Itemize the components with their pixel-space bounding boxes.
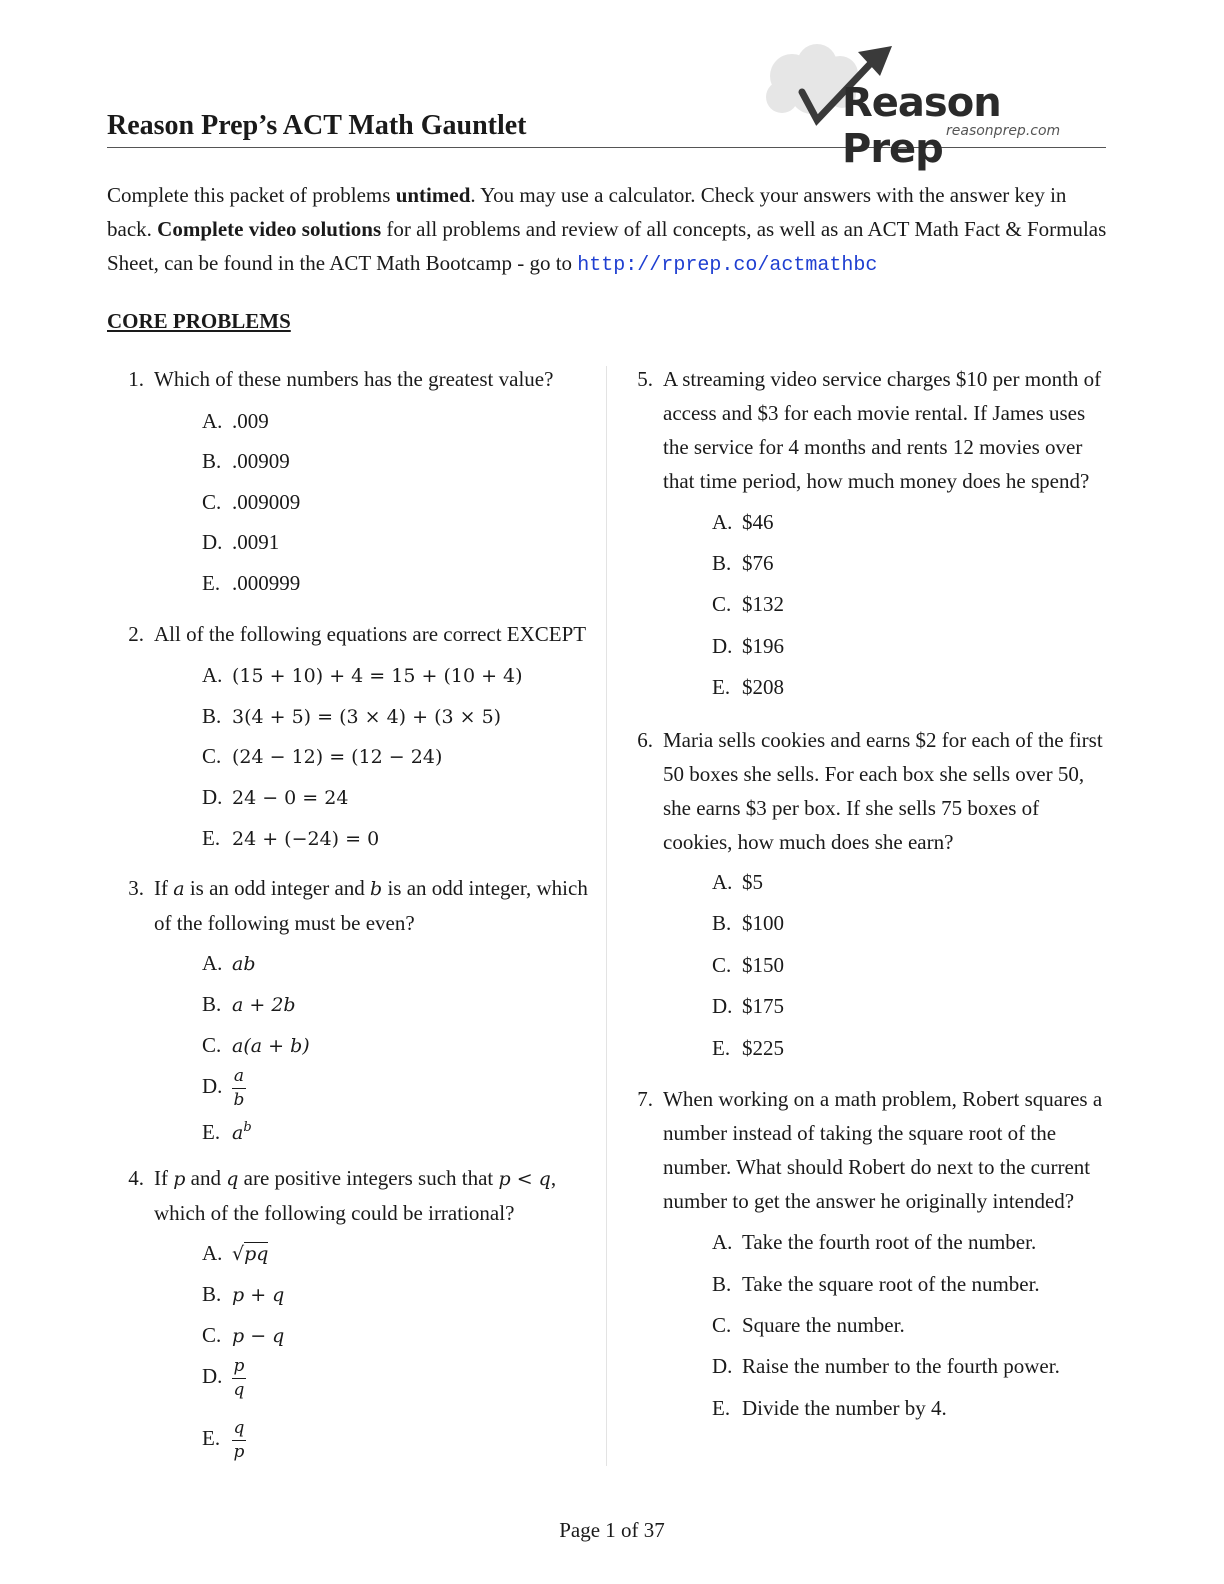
choice-q1-d[interactable]	[202, 527, 279, 557]
variable-p: p	[173, 1168, 186, 1190]
fraction-denominator: b	[233, 1089, 245, 1110]
choice-math: 24 + (−24) = 0	[232, 828, 380, 850]
question-stem: Which of these numbers has the greatest value?	[154, 367, 554, 391]
column-divider	[606, 366, 607, 1466]
choice-letter: E.	[712, 1036, 731, 1060]
choice-letter: B.	[202, 1282, 222, 1306]
choice-q1-a[interactable]	[202, 406, 269, 436]
question-stem	[663, 362, 1101, 498]
choice-q7-b[interactable]	[712, 1269, 1040, 1299]
stem-text: If	[154, 876, 174, 900]
stem-line: access and $3 for each movie rental. If James uses	[663, 401, 1086, 425]
choice-q6-a[interactable]	[712, 867, 763, 897]
choice-letter: C.	[712, 592, 732, 616]
choice-letter: D.	[202, 1074, 223, 1098]
stem-line: cookies, how much does she earn?	[663, 830, 954, 854]
choice-q5-a[interactable]	[712, 507, 774, 537]
choice-letter: A.	[202, 663, 223, 687]
choice-letter: B.	[202, 992, 222, 1016]
stem-text: and	[185, 1166, 227, 1190]
choice-letter: B.	[712, 1272, 732, 1296]
choice-text: $196	[742, 634, 784, 658]
choice-letter: D.	[712, 634, 733, 658]
question-number: 5.	[637, 367, 653, 391]
stem-text: is an odd integer and	[184, 876, 371, 900]
stem-text: which of the following could be irrational?	[154, 1201, 515, 1225]
choice-q1-e[interactable]	[202, 568, 300, 598]
choice-letter: E.	[712, 1396, 731, 1420]
choice-letter: E.	[202, 1120, 221, 1144]
inequality: p < q	[498, 1168, 551, 1190]
choice-q2-c[interactable]	[202, 741, 442, 771]
stem-line: When working on a math problem, Robert squares a	[663, 1087, 1103, 1111]
section-title: CORE PROBLEMS	[107, 309, 291, 333]
choice-q5-d[interactable]	[712, 631, 784, 661]
stem-line: number to get the answer he originally intended?	[663, 1189, 1075, 1213]
choice-math: a + 2b	[232, 994, 296, 1016]
choice-q4-d[interactable]	[202, 1352, 246, 1400]
stem-line: Maria sells cookies and earns $2 for each of the first	[663, 728, 1103, 752]
intro-bold-video-solutions: Complete video solutions	[157, 217, 382, 241]
choice-q2-d[interactable]	[202, 782, 348, 812]
question-stem	[663, 1082, 1102, 1218]
choice-math: p − q	[232, 1325, 285, 1347]
reason-prep-logo	[762, 42, 1106, 172]
choice-letter: B.	[712, 911, 732, 935]
choice-math: a(a + b)	[232, 1035, 310, 1057]
choice-q3-c[interactable]	[202, 1030, 310, 1060]
fraction-bar	[232, 1440, 246, 1441]
intro-text: . You may use a calculator. Check your answers with the answer key in back.	[107, 183, 1067, 241]
intro-bold-untimed: untimed	[395, 183, 471, 207]
fraction-bar	[232, 1088, 246, 1089]
choice-text: $5	[742, 870, 763, 894]
stem-line: the service for 4 months and rents 12 movies over	[663, 435, 1083, 459]
choice-text: Raise the number to the fourth power.	[742, 1354, 1060, 1378]
intro-text: for all problems and review of all concepts, as well as an ACT Math Fact & Formulas Sheet, can be found in the ACT Math Bootcamp - go to	[107, 217, 1107, 275]
stem-text: is an odd integer, which	[382, 876, 588, 900]
choice-letter: A.	[712, 1230, 733, 1254]
question-number: 4.	[128, 1166, 144, 1190]
choice-q4-c[interactable]	[202, 1320, 284, 1350]
fraction-bar	[232, 1378, 246, 1379]
choice-q4-e[interactable]	[202, 1414, 246, 1462]
choice-math: pq	[244, 1243, 269, 1265]
choice-text: $132	[742, 592, 784, 616]
question-number: 1.	[128, 367, 144, 391]
page-title: Reason Prep’s ACT Math Gauntlet	[107, 110, 527, 141]
choice-q5-b[interactable]	[712, 548, 774, 578]
choice-q1-c[interactable]	[202, 487, 300, 517]
choice-q5-e[interactable]	[712, 672, 784, 702]
choice-letter: C.	[202, 744, 222, 768]
choice-q1-b[interactable]	[202, 446, 290, 476]
variable-b: b	[370, 878, 383, 900]
stem-text: If	[154, 1166, 174, 1190]
fraction-numerator: p	[233, 1355, 245, 1376]
choice-text: $46	[742, 510, 774, 534]
fraction	[232, 1357, 246, 1400]
choice-math: ab	[232, 953, 256, 975]
intro-paragraph	[107, 178, 1107, 283]
stem-line: A streaming video service charges $10 per month of	[663, 367, 1102, 391]
choice-letter: A.	[712, 510, 733, 534]
choice-letter: E.	[202, 1426, 221, 1450]
choice-q4-a[interactable]	[202, 1238, 268, 1268]
choice-q2-a[interactable]	[202, 660, 523, 690]
choice-letter: D.	[712, 1354, 733, 1378]
choice-text: Take the fourth root of the number.	[742, 1230, 1037, 1254]
stem-text: ,	[550, 1166, 557, 1190]
question-stem: All of the following equations are correct EXCEPT	[154, 622, 587, 646]
choice-math-exponent: b	[243, 1120, 252, 1135]
fraction-denominator: p	[233, 1441, 245, 1462]
choice-q3-d[interactable]	[202, 1062, 246, 1110]
choice-text: .009	[232, 409, 269, 433]
choice-q5-c[interactable]	[712, 589, 784, 619]
choice-letter: A.	[712, 870, 733, 894]
choice-text: .000999	[232, 571, 301, 595]
choice-q3-e[interactable]	[202, 1113, 252, 1143]
choice-letter: C.	[712, 1313, 732, 1337]
choice-text: $225	[742, 1036, 784, 1060]
choice-q6-d[interactable]	[712, 991, 784, 1021]
question-stem	[663, 723, 1103, 859]
choice-letter: D.	[712, 994, 733, 1018]
choice-letter: A.	[202, 951, 223, 975]
stem-line: number. What should Robert do next to the current	[663, 1155, 1091, 1179]
variable-q: q	[226, 1168, 239, 1190]
fraction-numerator: q	[233, 1417, 245, 1438]
logo-text: Reason Prep	[842, 80, 1001, 172]
choice-text: $100	[742, 911, 784, 935]
choice-q7-a[interactable]	[712, 1227, 1036, 1257]
stem-text: are positive integers such that	[238, 1166, 499, 1190]
choice-q7-c[interactable]	[712, 1310, 905, 1340]
variable-a: a	[173, 878, 185, 900]
question-stem	[154, 1161, 556, 1230]
logo-url: reasonprep.com	[946, 123, 1061, 139]
choice-text: $150	[742, 953, 784, 977]
choice-q3-a[interactable]	[202, 948, 256, 978]
choice-letter: B.	[712, 551, 732, 575]
stem-line: she earns $3 per box. If she sells 75 boxes of	[663, 796, 1040, 820]
choice-letter: E.	[712, 675, 731, 699]
choice-text: Square the number.	[742, 1313, 905, 1337]
choice-letter: C.	[202, 1033, 222, 1057]
choice-letter: A.	[202, 1241, 223, 1265]
choice-letter: E.	[202, 571, 221, 595]
choice-letter: D.	[202, 530, 223, 554]
choice-math: 3(4 + 5) = (3 × 4) + (3 × 5)	[232, 706, 502, 728]
choice-text: Take the square root of the number.	[742, 1272, 1040, 1296]
choice-letter: E.	[202, 826, 221, 850]
choice-q7-d[interactable]	[712, 1351, 1060, 1381]
fraction	[232, 1067, 246, 1110]
choice-q4-b[interactable]	[202, 1279, 284, 1309]
choice-text: Divide the number by 4.	[742, 1396, 947, 1420]
fraction-numerator: a	[233, 1065, 245, 1086]
choice-letter: B.	[202, 449, 222, 473]
choice-q2-e[interactable]	[202, 823, 379, 853]
fraction-denominator: q	[233, 1379, 245, 1400]
question-number: 2.	[128, 622, 144, 646]
question-number: 3.	[128, 876, 144, 900]
intro-text: Complete this packet of problems	[107, 183, 396, 207]
choice-math: (24 − 12) = (12 − 24)	[232, 746, 443, 768]
choice-q2-b[interactable]	[202, 701, 501, 731]
bootcamp-link[interactable]: http://rprep.co/actmathbc	[577, 254, 878, 277]
choice-text: $76	[742, 551, 774, 575]
question-number: 7.	[637, 1087, 653, 1111]
choice-text: .0091	[232, 530, 280, 554]
stem-line: number instead of taking the square root of the	[663, 1121, 1057, 1145]
choice-q6-c[interactable]	[712, 950, 784, 980]
choice-text: .009009	[232, 490, 301, 514]
choice-letter: D.	[202, 1364, 223, 1388]
choice-letter: D.	[202, 785, 223, 809]
choice-letter: A.	[202, 409, 223, 433]
question-stem	[154, 871, 588, 940]
choice-q3-b[interactable]	[202, 989, 296, 1019]
stem-text: of the following must be even?	[154, 911, 415, 935]
page-number: Page 1 of 37	[559, 1518, 665, 1542]
choice-text: .00909	[232, 449, 290, 473]
choice-math: p + q	[232, 1284, 285, 1306]
stem-line: that time period, how much money does he spend?	[663, 469, 1090, 493]
choice-letter: C.	[202, 1323, 222, 1347]
stem-line: 50 boxes she sells. For each box she sells over 50,	[663, 762, 1085, 786]
choice-text: $175	[742, 994, 784, 1018]
choice-math-base: a	[232, 1122, 244, 1144]
sqrt-icon: √	[232, 1243, 245, 1265]
choice-q6-e[interactable]	[712, 1033, 784, 1063]
choice-math: 24 − 0 = 24	[232, 787, 349, 809]
choice-letter: C.	[712, 953, 732, 977]
choice-math: (15 + 10) + 4 = 15 + (10 + 4)	[232, 665, 523, 687]
choice-letter: C.	[202, 490, 222, 514]
choice-text: $208	[742, 675, 784, 699]
question-number: 6.	[637, 728, 653, 752]
choice-q6-b[interactable]	[712, 908, 784, 938]
choice-letter: B.	[202, 704, 222, 728]
choice-q7-e[interactable]	[712, 1393, 947, 1423]
fraction	[232, 1419, 246, 1462]
